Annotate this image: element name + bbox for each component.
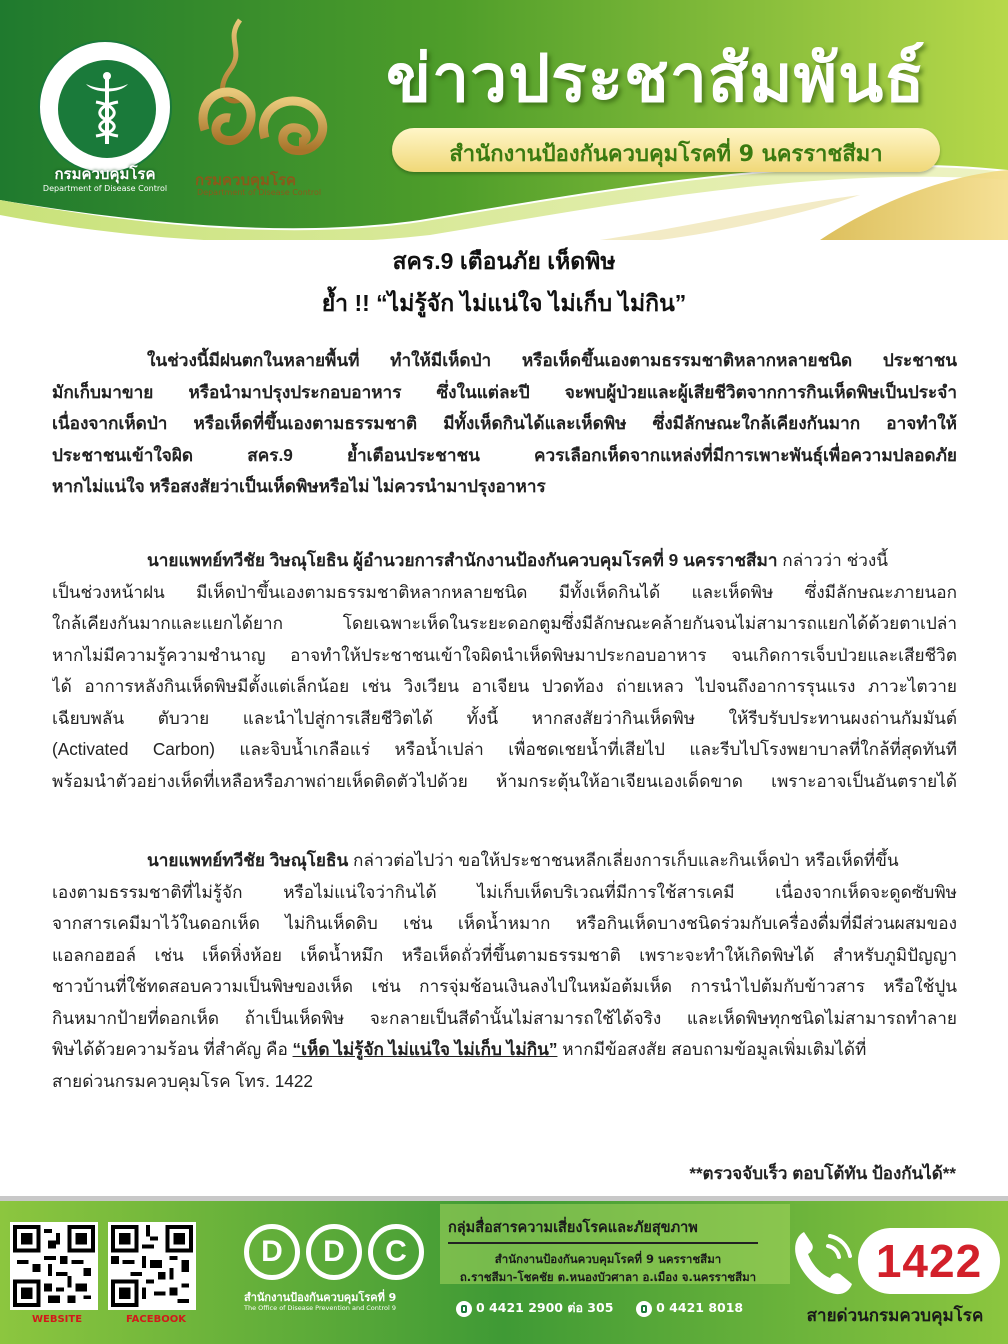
paragraph-line: ประชาชนเข้าใจผิด สคร.9 ย้ำเตือนประชาชน ควรเลือกเห็ดจากแหล่งที่มีการเพาะพันธุ์เพื่อความปลอดภัย — [52, 444, 957, 465]
qr-code-icon — [111, 1225, 193, 1307]
headline-line-1: สคร.9 เตือนภัย เห็ดพิษ — [392, 248, 616, 274]
paragraph-line: (Activated Carbon) และจิบน้ำเกลือแร่ หรือน้ำเปล่า เพื่อชดเชยน้ำที่เสียไป และรีบไปโรงพยาบาลที่ใกล้ที่สุดทันที — [52, 739, 957, 759]
paragraph-text: หากมีข้อสงสัย สอบถามข้อมูลเพิ่มเติมได้ที่ — [557, 1039, 867, 1059]
paragraph-line: หากไม่มีความรู้ความชำนาญ อาจทำให้ประชาชนเข้าใจผิดนำเห็ดพิษมาประกอบอาหาร จนเกิดการเจ็บป่วยและเสียชีวิต — [52, 644, 957, 665]
moph-logo-ring — [38, 40, 172, 174]
paragraph-line: เองตามธรรมชาติที่ไม่รู้จัก หรือไม่แน่ใจว่ากินได้ ไม่เก็บเห็ดบริเวณที่มีการใช้สารเคมี เนื่องจากเห็ดจะดูดซับพิษ — [52, 881, 957, 902]
paragraph-line: ใกล้เคียงกันมากและแยกได้ยาก โดยเฉพาะเห็ดในระยะดอกตูมซึ่งมีลักษณะคล้ายกันจนไม่สามารถแยกได้ด้วยตาเปล่า — [52, 613, 957, 633]
ddc-logo — [244, 1224, 434, 1320]
paragraph-line: จากสารเคมีมาไว้ในดอกเห็ด ไม่กินเห็ดดิบ เช่น เห็ดน้ำหมาก หรือกินเห็ดบางชนิดร่วมกับเครื่องดื่มที่มีส่วนผสมของ — [52, 913, 957, 933]
paragraph-text: พิษได้ด้วยความร้อน ที่สำคัญ คือ — [52, 1039, 293, 1059]
office-name-banner — [392, 128, 940, 172]
paragraph-1 — [52, 345, 957, 503]
hotline-badge[interactable] — [858, 1228, 1000, 1294]
contact-address: ถ.ราชสีมา-โชคชัย ต.หนองบัวศาลา อ.เมือง จ.นครราชสีมา — [459, 1270, 757, 1284]
website-qr-label: WEBSITE — [32, 1314, 83, 1325]
moph-logo-emblem — [58, 60, 156, 158]
phone-number-2[interactable]: 0 4421 8018 — [656, 1300, 744, 1315]
facebook-qr-code[interactable] — [108, 1222, 196, 1310]
paragraph-line: พร้อมนำตัวอย่างเห็ดที่เหลือหรือภาพถ่ายเห็ดติดตัวไปด้วย ห้ามกระตุ้นให้อาเจียนเองเด็ดขาด เพราะอาจเป็นอันตรายได้ — [52, 770, 957, 791]
paragraph-line: ในช่วงนี้มีฝนตกในหลายพื้นที่ ทำให้มีเห็ดป่า หรือเห็ดขึ้นเองตามธรรมชาติหลากหลายชนิด ประชาชน — [147, 350, 957, 370]
paragraph-line: หากไม่แน่ใจ หรือสงสัยว่าเป็นเห็ดพิษหรือไม่ ไม่ควรนำมาปรุงอาหาร — [52, 476, 546, 496]
ddc-logo-letter: C — [368, 1224, 424, 1280]
key-slogan-quote: “เห็ด ไม่รู้จัก ไม่แน่ใจ ไม่เก็บ ไม่กิน” — [292, 1039, 558, 1059]
phone-numbers — [456, 1298, 743, 1318]
paragraph-line — [52, 1034, 957, 1066]
paragraph-line: ได้ อาการหลังกินเห็ดพิษมีตั้งแต่เล็กน้อย เช่น วิงเวียน อาเจียน ปวดท้อง ถ่ายเหลว ไปจนถึงอาการรุนแรง ภาวะไตวาย — [52, 676, 957, 696]
phone-icon — [456, 1301, 472, 1317]
paragraph-lead-line — [52, 845, 957, 877]
speaker-name: นายแพทย์ทวีชัย วิษณุโยธิน — [147, 850, 349, 870]
ddc-60-anniversary-logo — [185, 10, 340, 200]
ddc-org-name-th: สำนักงานป้องกันควบคุมโรคที่ 9 — [244, 1291, 397, 1304]
paragraph-2 — [52, 545, 957, 797]
contact-heading: กลุ่มสื่อสารความเสี่ยงโรคและภัยสุขภาพ — [448, 1220, 698, 1236]
paragraph-line: มักเก็บมาขาย หรือนำมาปรุงประกอบอาหาร ซึ่งในแต่ละปี จะพบผู้ป่วยและผู้เสียชีวิตจากการกินเห็ดพิษเป็นประจำ — [52, 381, 957, 402]
ddc-60-emblem-icon — [185, 10, 340, 170]
website-qr-code[interactable] — [10, 1222, 98, 1310]
paragraph-line: สายด่วนกรมควบคุมโรค โทร. 1422 — [52, 1070, 313, 1091]
hotline-label: สายด่วนกรมควบคุมโรค — [806, 1306, 984, 1326]
ddc-60-logo-text-th: กรมควบคุมโรค — [195, 171, 297, 189]
ddc-logo-letter: D — [244, 1224, 300, 1280]
ddc-logo-letter: D — [306, 1224, 362, 1280]
paragraph-line: เฉียบพลัน ตับวาย และนำไปสู่การเสียชีวิตได้ ทั้งนี้ หากสงสัยว่ากินเห็ดพิษ ให้รีบรับประทานผงถ่านกัมมันต์ — [52, 707, 957, 728]
footer-banner — [0, 1196, 1008, 1344]
phone-number-1[interactable]: 0 4421 2900 ต่อ 305 — [476, 1300, 614, 1315]
paragraph-lead-tail: กล่าวต่อไปว่า ขอให้ประชาชนหลีกเลี่ยงการเก็บและกินเห็ดป่า หรือเห็ดที่ขึ้น — [348, 850, 899, 870]
paragraph-line: แอลกอฮอล์ เช่น เห็ดหิ่งห้อย เห็ดน้ำหมึก หรือเห็ดถั่วที่ขึ้นตามธรรมชาติ เพราะจะทำให้เกิดพิษได้ สำหรับภูมิปัญญา — [52, 944, 957, 965]
moph-logo-text-en: Department of Disease Control — [42, 184, 168, 193]
facebook-qr-label: FACEBOOK — [126, 1314, 186, 1325]
ddc-60-logo-text-en: Department of Disease Control — [197, 188, 322, 197]
caduceus-icon — [58, 60, 156, 158]
paragraph-3 — [52, 845, 957, 1097]
paragraph-line: ชาวบ้านที่ใช้ทดสอบความเป็นพิษของเห็ด เช่น การจุ่มช้อนเงินลงไปในหม้อต้มเห็ด การนำไปต้มกับข้าวสาร หรือใช้ปูน — [52, 976, 957, 996]
qr-code-icon — [13, 1225, 95, 1307]
paragraph-lead-tail: กล่าวว่า ช่วงนี้ — [777, 550, 889, 570]
page-title: ข่าวประชาสัมพันธ์ — [386, 40, 926, 117]
moph-logo-text-th: กรมควบคุมโรค — [54, 165, 156, 183]
paragraph-line: กินหมากป้ายที่ดอกเห็ด ถ้าเป็นเห็ดพิษ จะกลายเป็นสีดำนั้นไม่สามารถใช้ได้จริง และเห็ดพิษทุกชนิดไม่สามารถทำลาย — [52, 1007, 957, 1028]
ddc-org-name-en: The Office of Disease Prevention and Control 9 — [244, 1304, 396, 1312]
headline-line-2: ย้ำ !! “ไม่รู้จัก ไม่แน่ใจ ไม่เก็บ ไม่กิน” — [321, 290, 687, 316]
office-name: สำนักงานป้องกันควบคุมโรคที่ 9 นครราชสีมา — [449, 142, 883, 167]
paragraph-lead-line — [52, 545, 957, 577]
paragraph-line: เป็นช่วงหน้าฝน มีเห็ดป่าขึ้นเองตามธรรมชาติหลากหลายชนิด มีทั้งเห็ดกินได้ และเห็ดพิษ ซึ่งมีลักษณะภายนอก — [52, 581, 957, 602]
moph-logo — [36, 40, 174, 200]
contact-divider — [448, 1242, 758, 1244]
contact-block — [448, 1216, 768, 1286]
contact-office: สำนักงานป้องกันควบคุมโรคที่ 9 นครราชสีมา — [494, 1252, 722, 1266]
header-banner — [0, 0, 1008, 240]
closing-slogan: **ตรวจจับเร็ว ตอบโต้ทัน ป้องกันได้** — [689, 1164, 956, 1183]
hotline-phone-icon — [790, 1226, 858, 1298]
speaker-name-title: นายแพทย์ทวีชัย วิษณุโยธิน ผู้อำนวยการสำนักงานป้องกันควบคุมโรคที่ 9 นครราชสีมา — [147, 550, 778, 570]
paragraph-line: เนื่องจากเห็ดป่า หรือเห็ดที่ขึ้นเองตามธรรมชาติ มีทั้งเห็ดกินได้และเห็ดพิษ ซึ่งมีลักษณะใกล้เคียงกันมาก อาจทำให้ — [52, 413, 957, 433]
hotline-number: 1422 — [875, 1235, 983, 1287]
phone-icon — [636, 1301, 652, 1317]
